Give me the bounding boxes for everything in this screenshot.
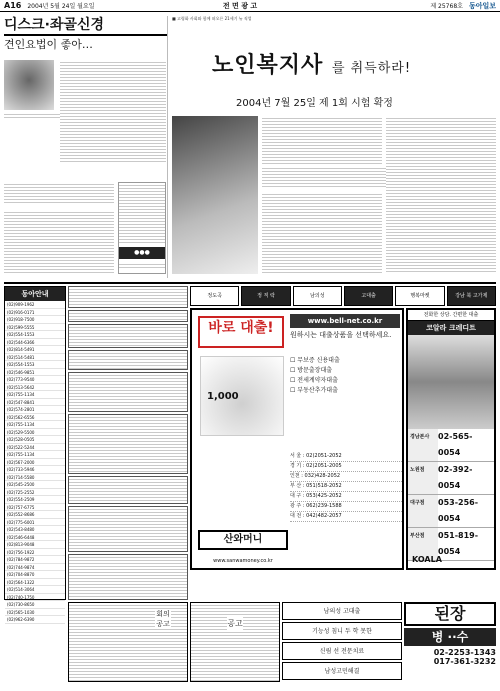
koala-header: 전화한 상담. 간편한 대출 — [408, 310, 494, 321]
top-row-ad: 강남 북 고가제 — [447, 286, 496, 306]
directory-entry: (02)784-9872 — [5, 556, 65, 564]
loan-phone-list — [290, 452, 402, 522]
clinic-ad — [118, 182, 166, 274]
photo-caption — [4, 112, 64, 120]
loan-phone: 광 주 : 062)239-1588 — [290, 502, 402, 512]
loan-product: ☐ 무보증 신용대출 — [290, 357, 340, 364]
bang-su-ad: 병 ··수 — [404, 628, 496, 646]
small-ads-column — [68, 286, 188, 600]
koala-name: 코알라 크레디트 — [408, 321, 494, 335]
directory-entry: (02)755-1134 — [5, 451, 65, 459]
directory-entry: (02)514-3064 — [5, 586, 65, 594]
caregiver-photo — [172, 116, 258, 274]
directory-entry: (02)733-5946 — [5, 466, 65, 474]
loan-phone: 서 울 : 02)2051-2052 — [290, 452, 402, 462]
feature-tag: ■ 고령화 사회와 함께 떠오른 21세기 뉴 직업 — [172, 16, 252, 21]
public-notice — [190, 602, 280, 682]
directory-entry: (02)562-6556 — [5, 414, 65, 422]
directory-entry: (02)714-5580 — [5, 474, 65, 482]
article-highlight — [4, 182, 114, 204]
loan-phone: 부 산 : 051)518-2052 — [290, 482, 402, 492]
directory-entry: (02)730-8650 — [5, 601, 65, 609]
loan-product: ☐ 전세계약자대출 — [290, 377, 338, 384]
directory-entry: (02)554-2509 — [5, 496, 65, 504]
koala-phone-row: 대구점 053-256-0054 — [408, 495, 494, 528]
bottom-small-ad: 기능성 침니 두 학 못한 — [282, 622, 402, 640]
directory-entry: (02)544-6366 — [5, 339, 65, 347]
clinic-logo-bar: ●●● — [119, 247, 165, 259]
small-ad — [68, 506, 188, 552]
directory-entry: (02)757-6775 — [5, 504, 65, 512]
section-title: 전 면 광 고 — [222, 2, 258, 10]
bottom-small-ads — [282, 602, 402, 682]
small-ad — [68, 414, 188, 474]
directory-entry: (02)814-5491 — [5, 346, 65, 354]
small-ad — [68, 554, 188, 600]
directory-entry: (02)547-8841 — [5, 399, 65, 407]
top-row-ads — [190, 286, 496, 306]
directory-entry: (02)543-8480 — [5, 526, 65, 534]
directory-column — [4, 286, 66, 622]
exam-date: 2004년 7월 25일 제 1회 시험 확정 — [236, 98, 393, 109]
loan-website: www.bell-net.co.kr — [290, 314, 400, 328]
bottom-small-ad: 남성고민해결 — [282, 662, 402, 680]
loan-ad — [190, 308, 404, 570]
top-row-ad: 고대출 — [344, 286, 393, 306]
issue-number: 제 25768호 — [430, 3, 463, 10]
directory-entry: (02)599-5555 — [5, 324, 65, 332]
page-number: A16 — [4, 1, 22, 10]
koala-phone-row: 경남본사 02-565-0054 — [408, 429, 494, 462]
directory-entry: (02)744-9874 — [5, 564, 65, 572]
article-body — [60, 60, 166, 162]
koala-logo: KOALA — [412, 555, 442, 564]
disk-title: 디스크·좌골신경 — [4, 16, 167, 36]
directory-list — [5, 301, 65, 624]
koala-credit-ad — [406, 308, 496, 570]
directory-entry: (02)529-5500 — [5, 429, 65, 437]
loan-title: 바로 대출! — [198, 316, 284, 348]
meeting-notice — [68, 602, 188, 682]
disk-feature-article — [4, 16, 168, 278]
loan-phone: 인천 : 032)428-2052 — [290, 472, 402, 482]
directory-entry: (02)545-2500 — [5, 481, 65, 489]
loan-url: www.sanwamoney.co.kr — [213, 558, 273, 564]
top-row-ad: 남의성 — [293, 286, 342, 306]
small-ad — [68, 372, 188, 412]
directory-entry: (02)574-2801 — [5, 406, 65, 414]
directory-entry: (02)740-1750 — [5, 594, 65, 602]
koala-photo — [408, 335, 494, 429]
contact-phone: 02-2253-1343 — [433, 648, 496, 657]
loan-phone: 대 전 : 042)482-2057 — [290, 512, 402, 522]
loan-phone: 경 기 : 02)2051-2005 — [290, 462, 402, 472]
clinic-phone — [119, 262, 165, 270]
directory-entry: (02)546-6448 — [5, 534, 65, 542]
newspaper-name: 동아일보 — [468, 2, 496, 10]
doctor-photo — [4, 60, 54, 110]
directory-entry: (02)704-8870 — [5, 571, 65, 579]
tag-amount: 1,000 — [207, 391, 239, 402]
directory-entry: (02)725-2552 — [5, 489, 65, 497]
directory-entry: (02)546-9851 — [5, 369, 65, 377]
directory-entry: (02)775-6001 — [5, 519, 65, 527]
directory-entry: (02)909-1962 — [5, 301, 65, 309]
gov-title: 공고 — [227, 617, 243, 631]
directory-entry: (02)528-0505 — [5, 436, 65, 444]
bottom-small-ad: 남의성 고대출 — [282, 602, 402, 620]
koala-phone-row: 노원점 02-392-0054 — [408, 462, 494, 495]
directory-entry: (02)554-1553 — [5, 361, 65, 369]
issue-date: 2004년 5월 24일 월요일 — [27, 3, 95, 10]
directory-entry: (02)813-9048 — [5, 541, 65, 549]
loan-select-text: 원하시는 대출상품을 선택하세요. — [290, 331, 392, 339]
top-row-ad: 행복마켓 — [395, 286, 444, 306]
directory-entry: (02)567-2000 — [5, 459, 65, 467]
small-ad — [68, 324, 188, 348]
doenjang-ad: 된장 — [404, 602, 496, 626]
small-ad — [68, 286, 188, 308]
contact-phone: 017-361-3232 — [433, 657, 496, 666]
top-row-ad: 정도곡 — [190, 286, 239, 306]
directory-entry: (02)564-1322 — [5, 579, 65, 587]
directory-entry: (02)554-1553 — [5, 331, 65, 339]
right-bottom-ads — [404, 602, 496, 682]
koala-phone-row: 부산점 051-819-0054 — [408, 528, 494, 561]
article-body-2 — [4, 210, 114, 274]
page-header — [0, 0, 500, 12]
nursing-body — [262, 116, 382, 164]
nursing-feature-article — [172, 16, 496, 278]
small-ad — [68, 310, 188, 322]
directory-entry: (02)513-5642 — [5, 384, 65, 392]
directory-logo: 동아안내 — [5, 287, 65, 301]
directory-entry: (02)755-1134 — [5, 421, 65, 429]
directory-entry: (02)773-9540 — [5, 376, 65, 384]
nursing-title-main: 노인복지사 — [212, 53, 324, 78]
top-row-ad: 정 직 락 — [241, 286, 290, 306]
loan-phone: 대 구 : 053)425-2052 — [290, 492, 402, 502]
disk-subtitle: 견인요법이 좋아… — [4, 38, 93, 51]
loan-product: ☐ 방문출장대출 — [290, 367, 333, 374]
loan-brand: 산와머니 — [198, 530, 288, 550]
nursing-title — [212, 48, 411, 79]
nursing-body-2 — [262, 192, 382, 274]
directory-entry: (02)756-1922 — [5, 549, 65, 557]
directory-entry: (02)916-0171 — [5, 309, 65, 317]
price-tag-graphic — [200, 356, 284, 436]
small-ad — [68, 476, 188, 504]
directory-entry: (02)522-5244 — [5, 444, 65, 452]
clinic-ad-text — [119, 183, 165, 243]
notice-title: 회의 공고 — [156, 610, 170, 628]
directory-entry: (02)565-1030 — [5, 609, 65, 617]
directory-entry: (02)962-6390 — [5, 616, 65, 624]
small-ad — [68, 350, 188, 370]
directory-entry: (02)552-8686 — [5, 511, 65, 519]
directory-entry: (02)755-1134 — [5, 391, 65, 399]
loan-product: ☐ 부동산추가대출 — [290, 387, 338, 394]
directory-entry: (02)918-7500 — [5, 316, 65, 324]
nursing-title-suffix: 를 취득하라! — [331, 61, 412, 76]
directory-entry: (02)514-5481 — [5, 354, 65, 362]
classified-section — [4, 282, 496, 682]
nursing-body-3 — [386, 116, 496, 274]
bottom-small-ad: 신림 선 전문치료 — [282, 642, 402, 660]
loan-products — [290, 356, 400, 396]
bottom-ads — [68, 602, 496, 682]
